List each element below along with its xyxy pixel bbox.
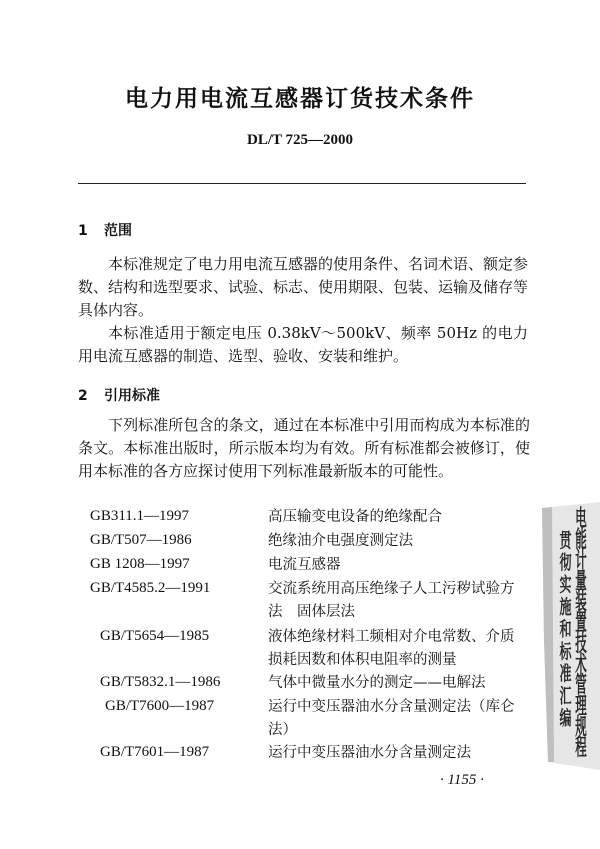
paragraph: 本标准规定了电力用电流互感器的使用条件、名词术语、额定参数、结构和选型要求、试验、标志、使用期限、包装、运输及储存等具体内容。 [78, 255, 529, 319]
document-title: 电力用电流互感器订货技术条件 [125, 86, 475, 112]
reference-title: 高压输变电设备的绝缘配合 [268, 509, 442, 525]
reference-code: GB311.1—1997 [90, 508, 190, 524]
page-number: · 1155 · [440, 772, 484, 788]
side-index-tab [540, 500, 600, 770]
reference-title: 交流系统用高压绝缘子人工污秽试验方法 固体层法 [268, 581, 515, 620]
reference-title: 气体中微量水分的测定——电解法 [268, 675, 486, 691]
reference-title: 电流互感器 [268, 557, 341, 573]
reference-title: 运行中变压器油水分含量测定法（库仑法） [268, 699, 515, 738]
reference-code: GB/T507—1986 [90, 532, 192, 548]
paragraph: 下列标准所包含的条文，通过在本标准中引用而构成为本标准的条文。本标准出版时，所示版本均为有效。所有标准都会被修订，使用本标准的各方应探讨使用下列标准最新版本的可能性。 [78, 416, 530, 480]
paragraph: 本标准适用于额定电压 0.38kV～500kV、频率 50Hz 的电力用电流互感器的制造、选型、验收、安装和维护。 [78, 324, 528, 365]
reference-code: GB/T7601—1987 [100, 744, 210, 760]
section-number: 1 [78, 223, 88, 239]
reference-code: GB/T5654—1985 [100, 628, 210, 644]
section-number: 2 [78, 388, 88, 404]
standard-code: DL/T 725—2000 [247, 132, 353, 148]
section-2-heading [78, 385, 160, 405]
section-1-heading [78, 220, 132, 240]
reference-code: GB 1208—1997 [90, 556, 190, 572]
side-tab-edge [542, 507, 554, 762]
reference-code: GB/T5832.1—1986 [100, 674, 221, 690]
section-title: 范围 [104, 223, 132, 239]
section-title: 引用标准 [104, 388, 160, 404]
reference-title: 液体绝缘材料工频相对介电常数、介质损耗因数和体积电阻率的测量 [268, 629, 515, 668]
reference-code: GB/T7600—1987 [105, 698, 215, 714]
title-divider [78, 183, 526, 184]
side-tab-line-1: 电能计量装置技术管理规程 [574, 506, 588, 632]
side-tab-line-2: 贯彻实施和标准汇编 [558, 530, 572, 656]
reference-title: 运行中变压器油水分含量测定法 [268, 745, 471, 761]
reference-code: GB/T4585.2—1991 [90, 580, 211, 596]
reference-title: 绝缘油介电强度测定法 [268, 533, 413, 549]
